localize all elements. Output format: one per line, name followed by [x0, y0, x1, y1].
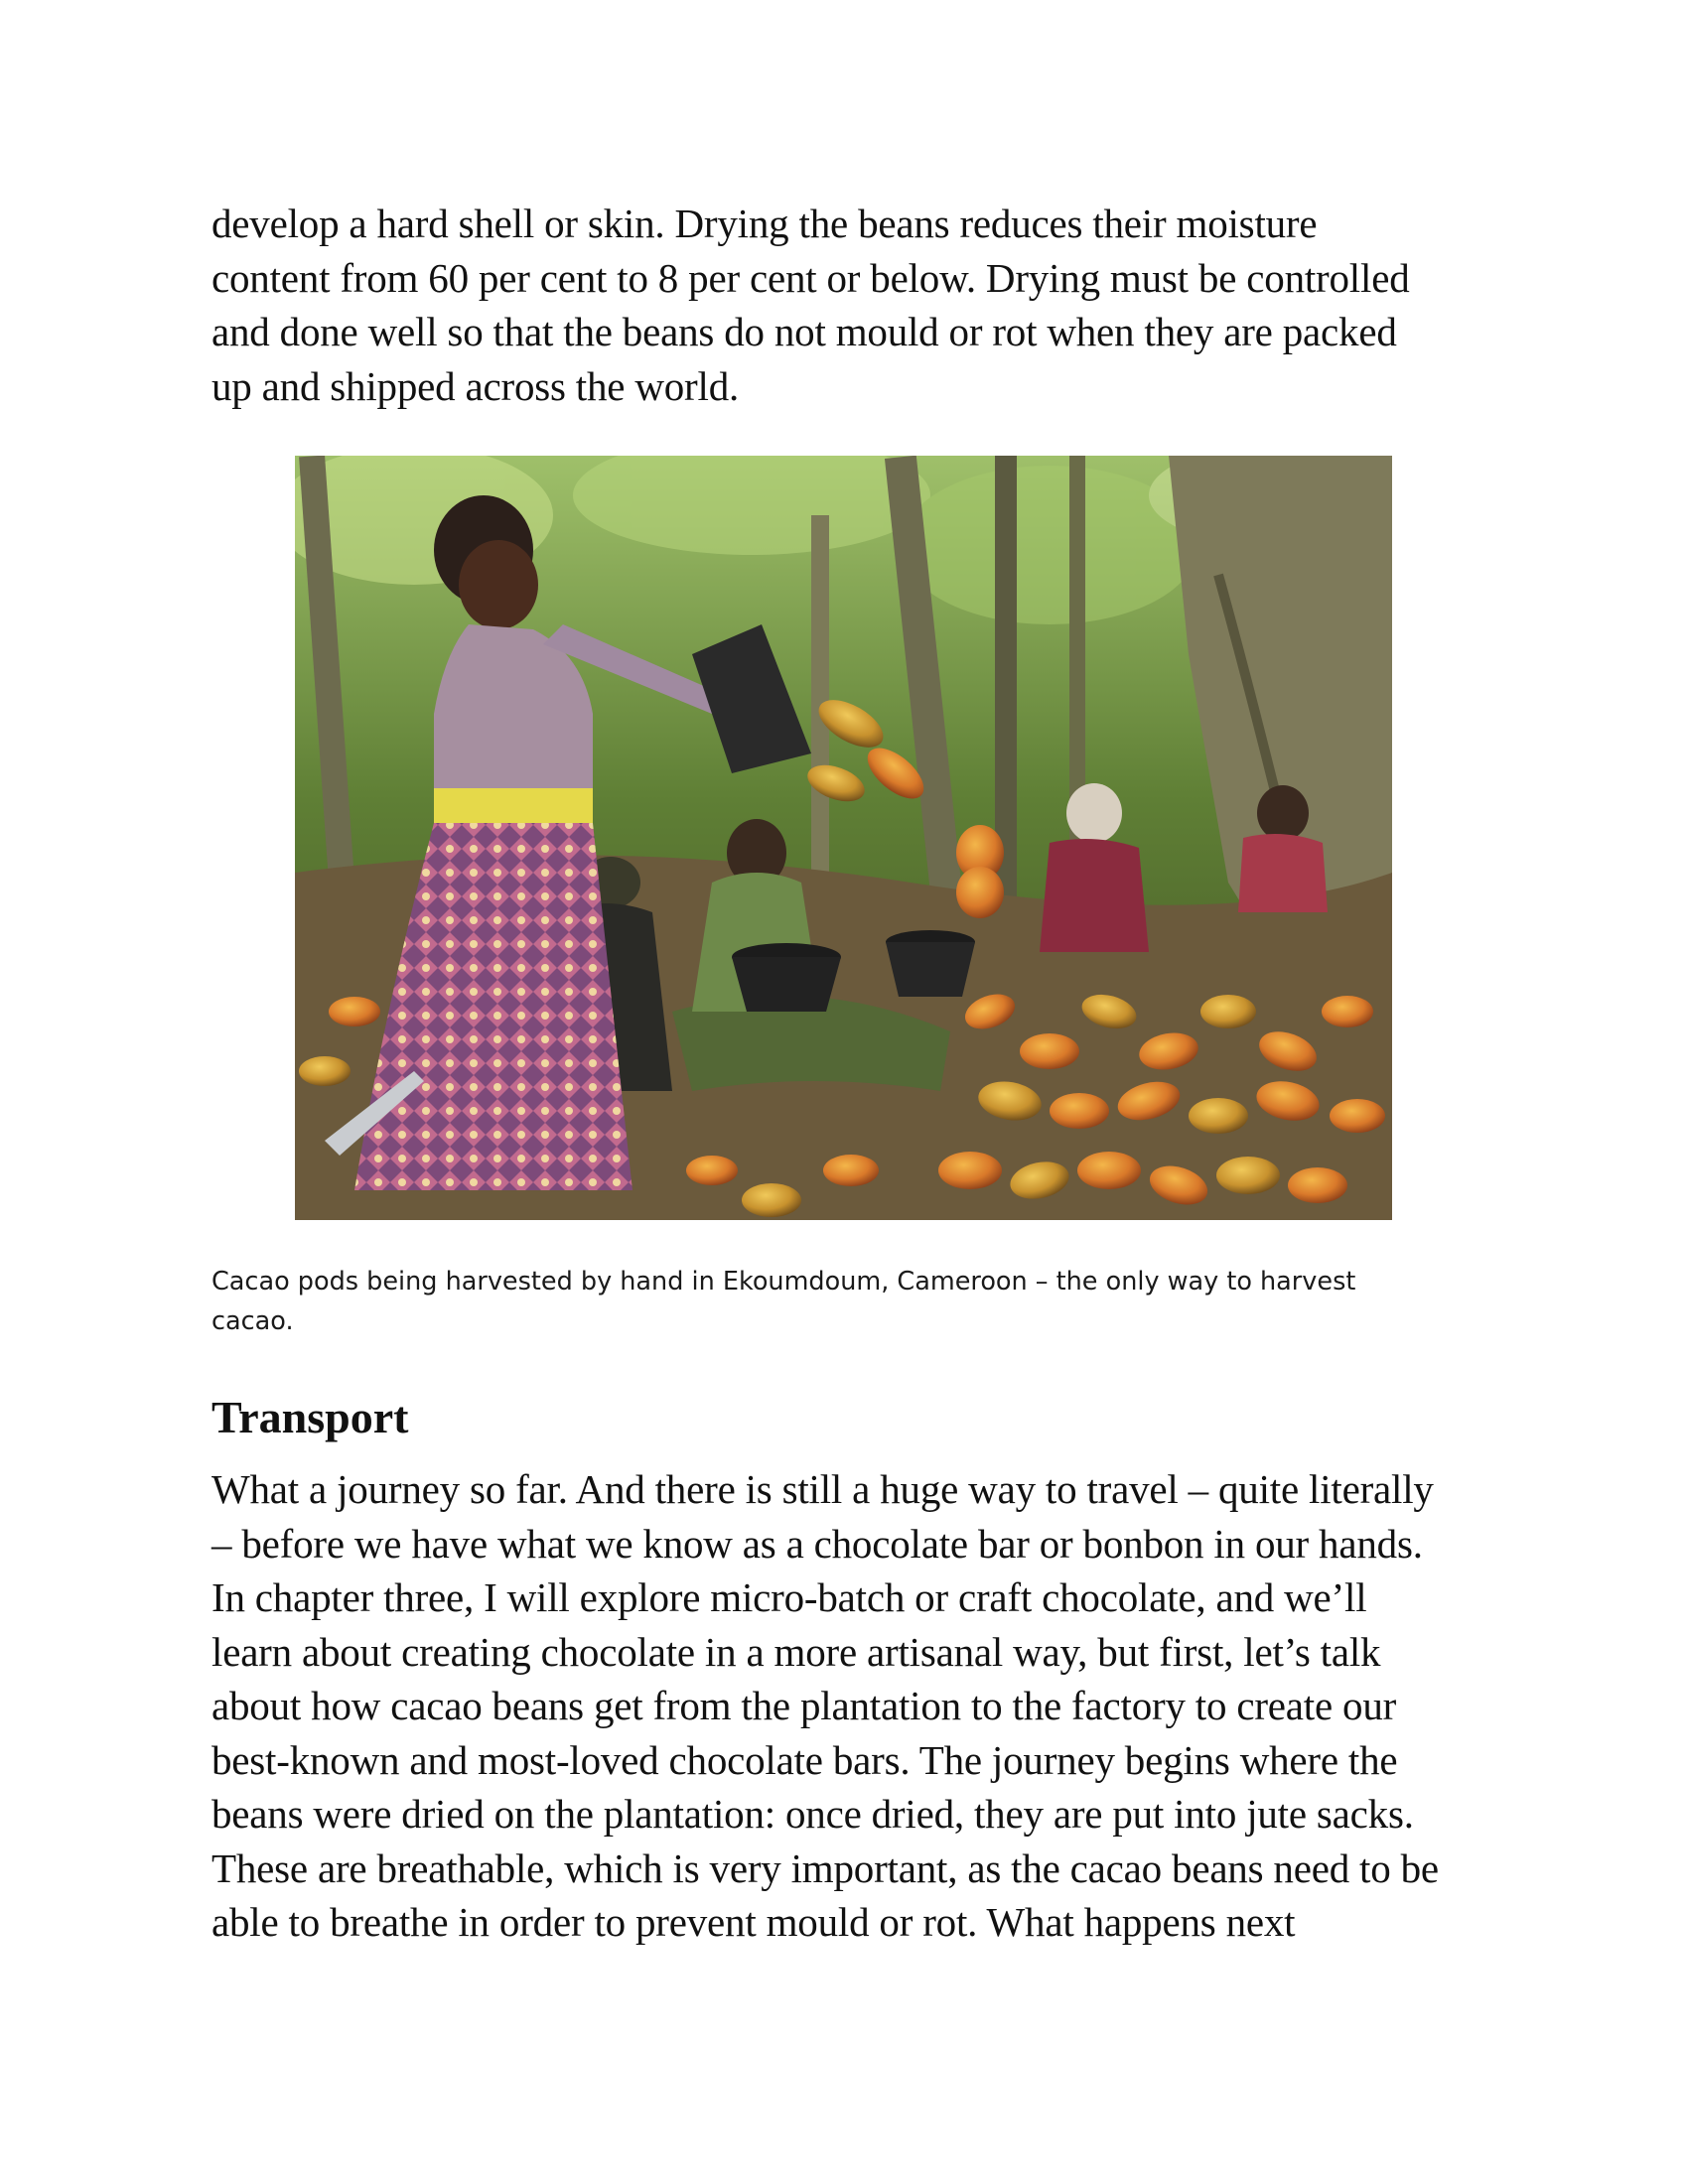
intro-line: content from 60 per cent to 8 per cent or below. Drying must be controlled	[211, 254, 1410, 301]
intro-line: up and shipped across the world.	[211, 362, 740, 409]
section-line: best-known and most-loved chocolate bars. The journey begins where the	[211, 1736, 1398, 1783]
intro-text	[211, 197, 1502, 413]
section-line: about how cacao beans get from the plantation to the factory to create our	[211, 1683, 1397, 1728]
cacao-harvest-photo	[295, 456, 1392, 1220]
section-text	[211, 1462, 1522, 1950]
photo-caption	[211, 1262, 1502, 1341]
caption-line: Cacao pods being harvested by hand in Ekoumdoum, Cameroon – the only way to harvest	[211, 1267, 1356, 1297]
intro-line: develop a hard shell or skin. Drying the beans reduces their moisture	[211, 201, 1318, 246]
section-line: – before we have what we know as a chocolate bar or bonbon in our hands.	[211, 1520, 1423, 1567]
intro-paragraph	[211, 197, 1502, 413]
section-line: learn about creating chocolate in a more artisanal way, but first, let’s talk	[211, 1628, 1381, 1675]
section-paragraph	[211, 1462, 1522, 1950]
section-line: These are breathable, which is very important, as the cacao beans need to be	[211, 1844, 1439, 1891]
section-line: beans were dried on the plantation: once dried, they are put into jute sacks.	[211, 1791, 1414, 1837]
photo-illustration	[295, 456, 1392, 1220]
section-line: In chapter three, I will explore micro-batch or craft chocolate, and we’ll	[211, 1574, 1367, 1620]
section-line: able to breathe in order to prevent mould or rot. What happens next	[211, 1899, 1296, 1945]
section-line: What a journey so far. And there is still a huge way to travel – quite literally	[211, 1466, 1434, 1512]
section-heading: Transport	[211, 1392, 409, 1442]
intro-line: and done well so that the beans do not mould or rot when they are packed	[211, 309, 1397, 354]
caption-line: cacao.	[211, 1306, 294, 1336]
